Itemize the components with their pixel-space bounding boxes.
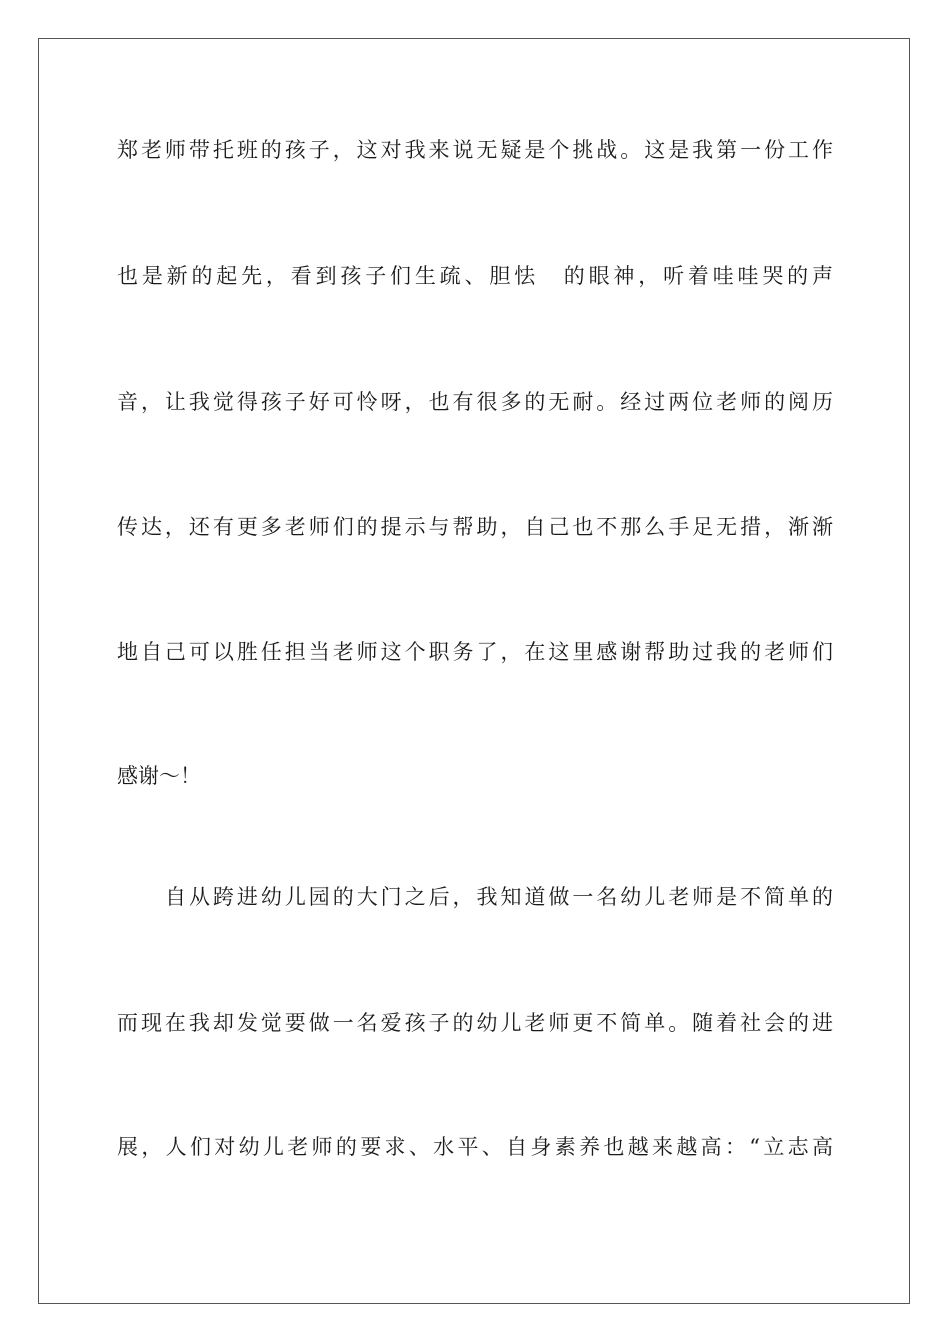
text-line-4: 传达，还有更多老师们的提示与帮助，自己也不那么手足无措，渐渐	[117, 515, 833, 539]
text-line-9: 展，人们对幼儿老师的要求、水平、自身素养也越来越高：“立志高	[117, 1135, 833, 1159]
text-line-6: 感谢～！	[117, 764, 201, 788]
text-line-8: 而现在我却发觉要做一名爱孩子的幼儿老师更不简单。随着社会的进	[117, 1011, 833, 1035]
text-line-5: 地自己可以胜任担当老师这个职务了，在这里感谢帮助过我的老师们	[117, 640, 833, 664]
page-border	[38, 38, 910, 1304]
text-line-2: 也是新的起先，看到孩子们生疏、胆怯 的眼神，听着哇哇哭的声	[117, 264, 833, 288]
text-line-7: 自从跨进幼儿园的大门之后，我知道做一名幼儿老师是不简单的	[165, 885, 833, 909]
text-line-1: 郑老师带托班的孩子，这对我来说无疑是个挑战。这是我第一份工作	[117, 138, 833, 162]
text-line-3: 音，让我觉得孩子好可怜呀，也有很多的无耐。经过两位老师的阅历	[117, 390, 833, 414]
